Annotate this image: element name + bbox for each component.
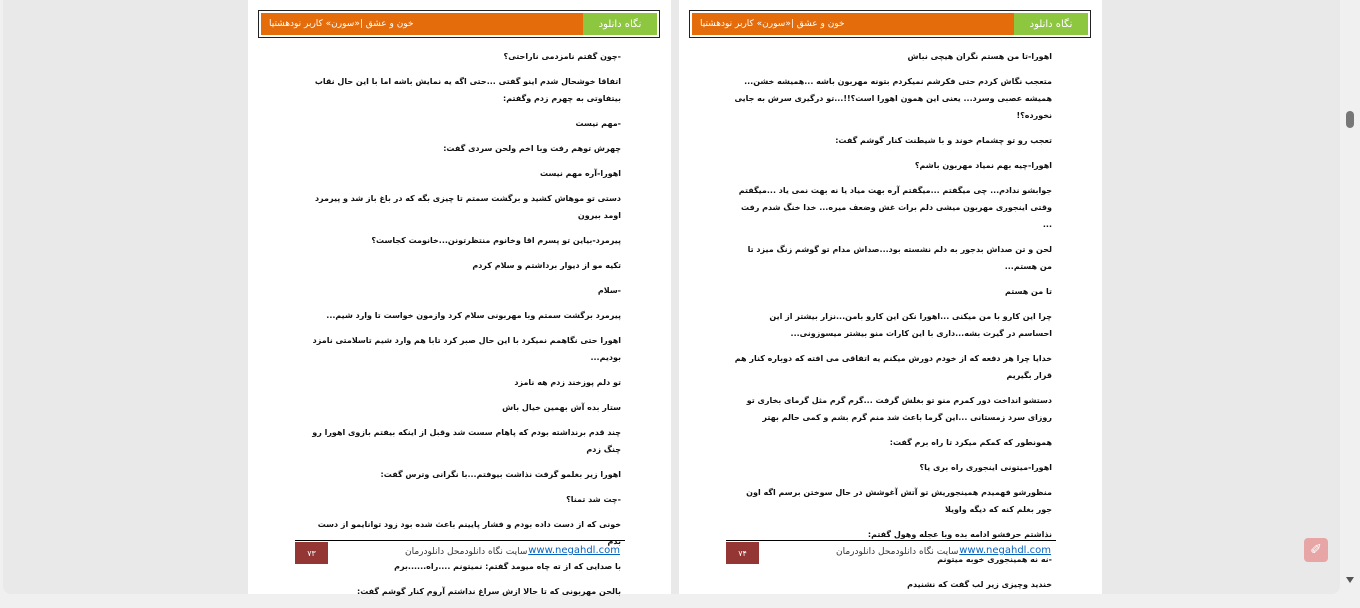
paragraph: اهورا-چیه بهم نمیاد مهربون باشم؟	[914, 161, 1052, 170]
paragraph: -نه نه همینجوری خوبه میتونم	[937, 555, 1052, 564]
paragraph: دستشو انداخت دور کمرم منو تو بغلش گرفت ...گرم گرم مثل گرمای بخاری تو روزای سرد زمستانی ...این گرما باعث شد منم گرم بشم و کمی حالم بهتر	[746, 396, 1052, 422]
footer-site-text: سایت نگاه دانلودمحل دانلودرمان	[836, 547, 959, 557]
paragraph: -سلام	[597, 286, 621, 295]
vertical-scrollbar[interactable]	[1342, 0, 1360, 598]
page-header	[689, 10, 1091, 38]
paragraph: همونطور که کمکم میکرد تا راه برم گفت:	[889, 438, 1052, 447]
footer-site-text: سایت نگاه دانلودمحل دانلودرمان	[405, 547, 528, 557]
header-site-label: نگاه دانلود	[583, 13, 657, 35]
paragraph: دستی تو موهاش کشید و برگشت سمتم تا چیزی بگه که در باغ باز شد و پیرمرد اومد بیرون	[314, 194, 621, 220]
footer-url-link[interactable]: www.negahdl.com	[528, 545, 620, 556]
paragraph: تا من هستم	[1005, 287, 1052, 296]
header-book-title: خون و عشق |«سورن» کاربر نودهشتیا	[261, 13, 583, 35]
header-site-label: نگاه دانلود	[1014, 13, 1088, 35]
paragraph: بالحن مهربونی که تا حالا ازش سراغ نداشتم آروم کنار گوشم گفت:	[357, 587, 621, 596]
paragraph: خدایا چرا هر دفعه که از خودم دورش میکنم یه اتفاقی می افته که دوباره کنار هم قرار بگیریم	[734, 354, 1052, 380]
page-header	[258, 10, 660, 38]
paragraph: پیرمرد برگشت سمتم وبا مهربونی سلام کرد وازمون خواست تا وارد شیم...	[326, 311, 621, 320]
paragraph: اهورا زیر بغلمو گرفت نذاشت بیوفتم...با نگرانی وترس گفت:	[380, 470, 621, 479]
paragraph: نذاشتم حرفشو ادامه بده وبا عجله وهول گفتم:	[867, 530, 1052, 539]
page-number: ۷۴	[726, 542, 759, 564]
pdf-icon[interactable]: ✐	[1304, 538, 1328, 562]
paragraph: جوابشو ندادم... چی میگفتم ...میگفتم آره بهت میاد یا نه بهت نمی یاد ...میگفتم وقتی اینجوری مهربون میشی دلم برات غش وضعف میره... خدا خنگ شدم رفت ...	[738, 186, 1052, 229]
paragraph: متعجب نگاش کردم حتی فکرشم نمیکردم بتونه مهربون باشه ...همیشه خشن... همیشه عصبی وسرد... یعنی این همون اهورا است؟!!...تو درگیری سرش به جایی نخورده؟!	[734, 77, 1052, 120]
scroll-down-arrow-icon[interactable]	[1346, 577, 1354, 583]
header-book-title: خون و عشق |«سورن» کاربر نودهشتیا	[692, 13, 1014, 35]
paragraph: اهورا-تا من هستم نگران هیچی نباش	[907, 52, 1052, 61]
paragraph: منظورشو فهمیدم همینجوریش تو آتش آغوشش در حال سوختن برسم اگه اون جور بغلم کنه که دیگه واویلا	[746, 488, 1052, 514]
page-number: ۷۳	[295, 542, 328, 564]
paragraph: لحن و تن صداش بدجور به دلم نشسته بود...صداش مدام تو گوشم زنگ میزد تا من هستم...	[747, 245, 1052, 271]
page-body	[303, 48, 621, 608]
paragraph: خونی که از دست داده بودم و فشار پایینم باعث شده بود زود توانایمو از دست بدم	[317, 520, 621, 546]
paragraph: چند قدم برنداشته بودم که پاهام سست شد وقبل از اینکه بیفتم بازوی اهورا رو چنگ زدم	[312, 428, 621, 454]
paragraph: چرا این کارو با من میکنی ...اهورا نکن این کارو بامن...نزار بیشتر از این احساسم در گیرت بشه...داری با این کارات منو بیشتر میسوزونی...	[769, 312, 1052, 338]
paragraph: خندید وچیزی زیر لب گفت که نشنیدم	[907, 580, 1052, 589]
paragraph: اهورا حتی نگاهمم نمیکرد با این حال صبر کرد تابا هم وارد شیم تاسلامتی نامزد بودیم...	[312, 336, 621, 362]
paragraph: اتفاقا خوشحال شدم اینو گفتی ...حتی اگه یه نمایش باشه اما با این حال نقاب بیتفاوتی به چهرم زدم وگفتم:	[314, 77, 621, 103]
paragraph: ستار بده آش بهمین خیال باش	[502, 403, 621, 412]
paragraph: پیرمرد-بیاین تو پسرم اقا وخانوم منتظرتونن...خانومت کجاست؟	[371, 236, 621, 245]
page-footer	[295, 540, 625, 565]
paragraph: با صدایی که از ته چاه میومد گفتم: نمیتونم ....راه......برم	[394, 562, 621, 571]
paragraph: تعجب رو تو چشمام خوند و با شیطنت کنار گوشم گفت:	[835, 136, 1052, 145]
paragraph: -چت شد تمنا؟	[566, 495, 621, 504]
paragraph: اهورا-میتونی اینجوری راه بری یا؟	[919, 463, 1052, 472]
page-73	[248, 0, 671, 594]
page-74	[679, 0, 1102, 594]
footer-url-link[interactable]: www.negahdl.com	[959, 545, 1051, 556]
paragraph: -مهم نیست	[575, 119, 621, 128]
paragraph: تو دلم پوزخند زدم هه نامزد	[514, 378, 621, 387]
paragraph: تکیه مو از دیوار برداشتم و سلام کردم	[472, 261, 621, 270]
scrollbar-thumb[interactable]	[1346, 111, 1354, 128]
page-footer	[726, 540, 1056, 565]
paragraph: اهورا-آره مهم نیست	[540, 169, 621, 178]
paragraph: چهرش توهم رفت وبا اخم ولحن سردی گفت:	[443, 144, 621, 153]
page-body	[734, 48, 1052, 601]
document-area[interactable]	[3, 0, 1340, 594]
paragraph: -چون گفتم نامزدمی ناراحتی؟	[503, 52, 621, 61]
